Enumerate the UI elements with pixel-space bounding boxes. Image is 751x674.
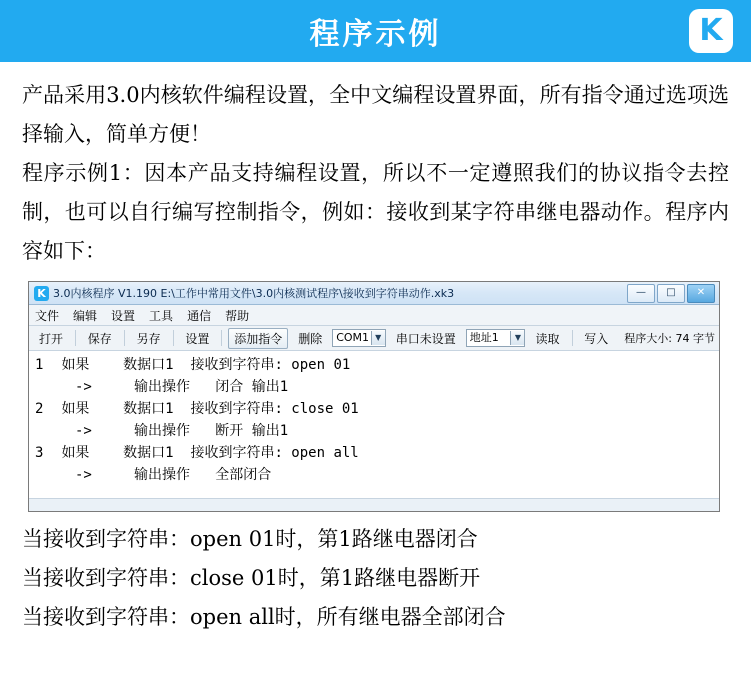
intro-paragraph-1: 产品采用3.0内核软件编程设置，全中文编程设置界面，所有指令通过选项选择输入，简单方便！ [22,83,729,146]
read-button[interactable]: 读取 [535,331,560,346]
page-header [0,0,751,62]
code-line[interactable] [29,420,719,442]
code-line-number: 3 [35,445,44,461]
code-line-text: -> 输出操作 闭合 输出1 [75,379,289,395]
menu-item-help[interactable]: 帮助 [225,308,250,323]
code-line[interactable] [29,398,719,420]
program-code-area[interactable] [29,351,719,498]
address-value: 地址1 [469,331,499,344]
com-port-select[interactable] [332,329,386,347]
toolbar-separator [221,330,222,346]
code-line-text: 如果 数据口1 接收到字符串: close 01 [61,401,359,417]
menu-item-edit[interactable]: 编辑 [73,308,98,323]
app-window [28,281,720,512]
explanation-line-1: 当接收到字符串：open 01时，第1路继电器闭合 [22,527,478,551]
toolbar-separator [572,330,573,346]
save-as-button[interactable]: 另存 [136,331,161,346]
intro-section [0,62,751,271]
app-toolbar [29,326,719,351]
explanation-line-3: 当接收到字符串：open all时，所有继电器全部闭合 [22,605,506,629]
menu-item-settings[interactable]: 设置 [111,308,136,323]
window-controls [627,284,715,303]
menu-item-file[interactable]: 文件 [35,308,60,323]
explanation-section [0,520,751,637]
delete-button[interactable]: 删除 [298,331,323,346]
app-menu-bar [29,305,719,326]
app-title-text: 3.0内核程序 V1.190 E:\工作中常用文件\3.0内核测试程序\接收到字符串动作.xk3 [53,287,455,300]
menu-item-tools[interactable]: 工具 [149,308,174,323]
open-button[interactable]: 打开 [39,331,64,346]
code-line[interactable] [29,442,719,464]
toolbar-separator [124,330,125,346]
toolbar-separator [75,330,76,346]
toolbar-separator [173,330,174,346]
settings-button[interactable]: 设置 [185,331,210,346]
code-line-number: 2 [35,401,44,417]
code-line[interactable] [29,464,719,486]
write-button[interactable]: 写入 [584,331,609,346]
horizontal-scrollbar[interactable] [29,498,719,511]
brand-logo-letter: K [699,13,723,48]
code-line-text: -> 输出操作 断开 输出1 [75,423,289,439]
app-title-bar [29,282,719,305]
brand-logo-icon [689,9,733,53]
chevron-down-icon[interactable]: ▼ [371,331,385,345]
minimize-button[interactable]: — [627,284,655,303]
code-line-text: 如果 数据口1 接收到字符串: open all [61,445,359,461]
save-button[interactable]: 保存 [87,331,112,346]
code-line-number: 1 [35,357,44,373]
explanation-line-2: 当接收到字符串：close 01时，第1路继电器断开 [22,566,481,590]
add-command-button[interactable]: 添加指令 [228,328,288,349]
close-button[interactable]: ✕ [687,284,715,303]
code-line[interactable] [29,354,719,376]
maximize-button[interactable]: □ [657,284,685,303]
chevron-down-icon[interactable]: ▼ [510,331,524,345]
code-line-text: 如果 数据口1 接收到字符串: open 01 [61,357,351,373]
menu-item-communication[interactable]: 通信 [187,308,212,323]
code-line-text: -> 输出操作 全部闭合 [75,467,272,483]
program-size-label: 程序大小: 74 字节 [624,332,715,345]
address-select[interactable] [466,329,526,347]
intro-paragraph-2: 程序示例1：因本产品支持编程设置，所以不一定遵照我们的协议指令去控制，也可以自行编写控制指令，例如：接收到某字符串继电器动作。程序内容如下： [22,161,729,263]
code-line[interactable] [29,376,719,398]
com-port-value: COM1 [336,331,370,344]
page-title: 程序示例 [309,17,442,52]
port-settings-button[interactable]: 串口未设置 [395,331,456,346]
app-icon: K [34,286,49,301]
